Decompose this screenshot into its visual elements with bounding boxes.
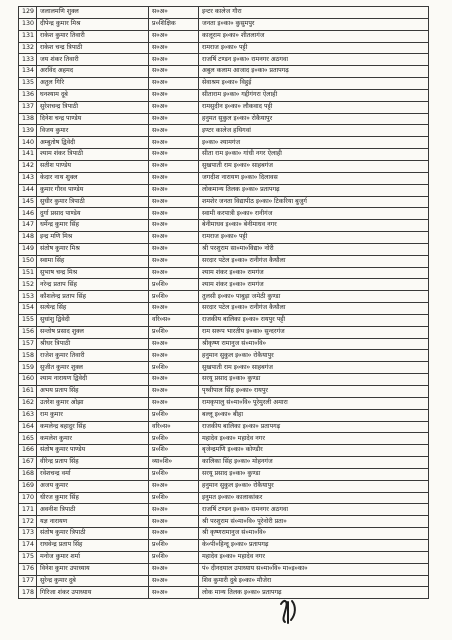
table-row bbox=[19, 445, 429, 457]
serial-number-cell: 145 bbox=[19, 196, 37, 208]
designation-cell: स०अ० bbox=[149, 374, 199, 386]
school-name-cell: रामकृपालु सं०मा०वि० पूरेमुरली अमारा bbox=[199, 397, 429, 409]
serial-number-cell: 134 bbox=[19, 66, 37, 78]
designation-cell: स०अ० bbox=[149, 516, 199, 528]
designation-cell: स०अ० bbox=[149, 30, 199, 42]
teacher-name-cell: कमलेश कुमार bbox=[37, 433, 149, 445]
school-name-cell: इन्टर कालेज गौरा bbox=[199, 7, 429, 19]
teacher-name-cell: नरेन्द्र प्रताप सिंह bbox=[37, 279, 149, 291]
table-row bbox=[19, 457, 429, 469]
table-row bbox=[19, 279, 429, 291]
school-name-cell: हनुमान सुकुल इ०का० रोकैयापुर bbox=[199, 350, 429, 362]
teacher-name-cell: सन्तोष प्रसाद शुक्ल bbox=[37, 326, 149, 338]
school-name-cell: सरयू प्रसाद इ०का० कुण्डा bbox=[199, 468, 429, 480]
signature-stroke bbox=[281, 601, 295, 623]
serial-number-cell: 159 bbox=[19, 362, 37, 374]
serial-number-cell: 133 bbox=[19, 54, 37, 66]
teacher-name-cell: संतोष कुमार त्रिपाठी bbox=[37, 528, 149, 540]
serial-number-cell: 131 bbox=[19, 30, 37, 42]
teacher-name-cell: स्वामा सिंह bbox=[37, 255, 149, 267]
school-name-cell: हनुमत सुकुल इ०का० रोकैयापुर bbox=[199, 113, 429, 125]
table-row bbox=[19, 30, 429, 42]
serial-number-cell: 146 bbox=[19, 208, 37, 220]
table-row bbox=[19, 528, 429, 540]
serial-number-cell: 170 bbox=[19, 492, 37, 504]
handwritten-signature bbox=[278, 596, 300, 626]
table-row bbox=[19, 504, 429, 516]
table-row bbox=[19, 433, 429, 445]
table-row bbox=[19, 184, 429, 196]
school-name-cell: सेवाश्रम इ०का० विहुई bbox=[199, 78, 429, 90]
school-name-cell: राजकीय बालिका इ०का० प्रतापगढ़ bbox=[199, 421, 429, 433]
teacher-name-cell: सुधांशु द्विवेदी bbox=[37, 314, 149, 326]
table-row bbox=[19, 42, 429, 54]
table-row bbox=[19, 397, 429, 409]
serial-number-cell: 149 bbox=[19, 243, 37, 255]
designation-cell: स०अ० bbox=[149, 587, 199, 599]
teacher-name-cell: सतीश पाण्डेय bbox=[37, 160, 149, 172]
teacher-name-cell: अतुल गिरि bbox=[37, 78, 149, 90]
teacher-name-cell: गिरिजा शंकर उपाध्याय bbox=[37, 587, 149, 599]
serial-number-cell: 173 bbox=[19, 528, 37, 540]
teacher-name-cell: मनोज कुमार शर्मा bbox=[37, 551, 149, 563]
teacher-name-cell: जलालमणि शुक्ल bbox=[37, 7, 149, 19]
table-row bbox=[19, 468, 429, 480]
serial-number-cell: 148 bbox=[19, 232, 37, 244]
table-row bbox=[19, 539, 429, 551]
school-name-cell: सरदार पटेल इ०का० रानीगंज कैथौला bbox=[199, 303, 429, 315]
teacher-name-cell: सुजीत कुमार शुक्ल bbox=[37, 362, 149, 374]
designation-cell: स०अ० bbox=[149, 338, 199, 350]
serial-number-cell: 138 bbox=[19, 113, 37, 125]
school-name-cell: लोकमान्य तिलक इ०का० प्रतापगढ़ bbox=[199, 184, 429, 196]
designation-cell: स०अ० bbox=[149, 7, 199, 19]
school-name-cell: स्वामी करपात्री इ०का० रानीगंज bbox=[199, 208, 429, 220]
designation-cell: स०अ० bbox=[149, 78, 199, 90]
roster-body bbox=[19, 7, 429, 599]
teacher-name-cell: सुरेन्द्र कुमार दुबे bbox=[37, 575, 149, 587]
table-row bbox=[19, 516, 429, 528]
serial-number-cell: 157 bbox=[19, 338, 37, 350]
table-row bbox=[19, 587, 429, 599]
serial-number-cell: 150 bbox=[19, 255, 37, 267]
serial-number-cell: 141 bbox=[19, 149, 37, 161]
teacher-name-cell: यज्ञ नारायण bbox=[37, 516, 149, 528]
serial-number-cell: 143 bbox=[19, 172, 37, 184]
table-row bbox=[19, 232, 429, 244]
table-row bbox=[19, 78, 429, 90]
designation-cell: स०अ० bbox=[149, 125, 199, 137]
designation-cell: स०अ० bbox=[149, 42, 199, 54]
table-row bbox=[19, 362, 429, 374]
teacher-name-cell: उतरेश कुमार ओझा bbox=[37, 397, 149, 409]
serial-number-cell: 144 bbox=[19, 184, 37, 196]
serial-number-cell: 132 bbox=[19, 42, 37, 54]
designation-cell: स०अ० bbox=[149, 575, 199, 587]
serial-number-cell: 156 bbox=[19, 326, 37, 338]
teacher-name-cell: राघवेन्द्र प्रताप सिंह bbox=[37, 539, 149, 551]
designation-cell: स०अ० bbox=[149, 350, 199, 362]
serial-number-cell: 161 bbox=[19, 386, 37, 398]
teacher-name-cell: वीरेन्द्र प्रताप सिंह bbox=[37, 457, 149, 469]
designation-cell: स०अ० bbox=[149, 101, 199, 113]
school-name-cell: बल्लू इ०का० बीहा bbox=[199, 409, 429, 421]
table-row bbox=[19, 551, 429, 563]
designation-cell: स०अ० bbox=[149, 528, 199, 540]
school-name-cell: शमशेर जनता विद्यापीठ इ०का० टिकरिया बुजुर्ग bbox=[199, 196, 429, 208]
school-name-cell: शिव कुमारी दुबे इ०का० मौजेरा bbox=[199, 575, 429, 587]
school-name-cell: रामसुदीन इ०का० लौकवाद पट्टी bbox=[199, 101, 429, 113]
table-row bbox=[19, 243, 429, 255]
table-row bbox=[19, 89, 429, 101]
teacher-name-cell: कुमार गौरव पाण्डेय bbox=[37, 184, 149, 196]
school-name-cell: सीताराम इ०का० गद्दीगंगरा ऐलाही bbox=[199, 89, 429, 101]
table-row bbox=[19, 480, 429, 492]
table-row bbox=[19, 220, 429, 232]
serial-number-cell: 178 bbox=[19, 587, 37, 599]
table-row bbox=[19, 492, 429, 504]
school-name-cell: कालिका सिंह इ०का० मोहनगंज bbox=[199, 457, 429, 469]
table-row bbox=[19, 18, 429, 30]
school-name-cell: इनुमत इ०का० कालाकांकर bbox=[199, 492, 429, 504]
table-row bbox=[19, 54, 429, 66]
school-name-cell: राजर्षि टण्डन इ०का० रामनगर अठगवा bbox=[199, 54, 429, 66]
school-name-cell: राम सरूप भारतीय इ०का० सुन्दरगंज bbox=[199, 326, 429, 338]
table-row bbox=[19, 160, 429, 172]
serial-number-cell: 167 bbox=[19, 457, 37, 469]
designation-cell: स०अ० bbox=[149, 160, 199, 172]
designation-cell: प्र०शि० bbox=[149, 433, 199, 445]
teacher-name-cell: दिनेश चन्द्र पाण्डेय bbox=[37, 113, 149, 125]
designation-cell: स०अ० bbox=[149, 255, 199, 267]
teacher-name-cell: केदार नाथ शुक्ल bbox=[37, 172, 149, 184]
school-name-cell: श्याम शंकर इ०का० रामगंज bbox=[199, 267, 429, 279]
serial-number-cell: 153 bbox=[19, 291, 37, 303]
designation-cell: वरि०स० bbox=[149, 421, 199, 433]
table-row bbox=[19, 255, 429, 267]
serial-number-cell: 176 bbox=[19, 563, 37, 575]
school-name-cell: महादेव इ०का० महादेव नगर bbox=[199, 551, 429, 563]
designation-cell: प्र०शिक्षिक bbox=[149, 18, 199, 30]
designation-cell: स०अ० bbox=[149, 386, 199, 398]
school-name-cell: इ०का० श्यामगंज bbox=[199, 137, 429, 149]
teacher-name-cell: अजय कुमार bbox=[37, 480, 149, 492]
teacher-name-cell: सुरेशचन्द्र त्रिपाठी bbox=[37, 101, 149, 113]
teacher-name-cell: धीरज कुमार सिंह bbox=[37, 492, 149, 504]
school-name-cell: लोक मान्य तिलक इ०का० प्रतापगढ़ bbox=[199, 587, 429, 599]
serial-number-cell: 136 bbox=[19, 89, 37, 101]
school-name-cell: श्री कृष्णरामानुज सं०मा०वि० bbox=[199, 528, 429, 540]
school-name-cell: सुखपाती राम इ०का० साहबगंज bbox=[199, 362, 429, 374]
serial-number-cell: 171 bbox=[19, 504, 37, 516]
school-name-cell: रामराज इ०का० पट्टी bbox=[199, 232, 429, 244]
designation-cell: प्र०शि० bbox=[149, 539, 199, 551]
school-name-cell: सुखपाती राम इ०का० साहबगंज bbox=[199, 160, 429, 172]
designation-cell: प्र०शि० bbox=[149, 291, 199, 303]
school-name-cell: अबुल कलाम आजाद इ०का० प्रतापगढ़ bbox=[199, 66, 429, 78]
designation-cell: स०अ० bbox=[149, 184, 199, 196]
serial-number-cell: 172 bbox=[19, 516, 37, 528]
serial-number-cell: 135 bbox=[19, 78, 37, 90]
teacher-name-cell: अरविंद अहमद bbox=[37, 66, 149, 78]
serial-number-cell: 162 bbox=[19, 397, 37, 409]
serial-number-cell: 154 bbox=[19, 303, 37, 315]
designation-cell: प्र०शि० bbox=[149, 468, 199, 480]
teacher-name-cell: राकेश चन्द्र त्रिपाठी bbox=[37, 42, 149, 54]
school-name-cell: कालूराम इ०का० शीतलागंज bbox=[199, 30, 429, 42]
school-name-cell: श्याम शंकर इ०का० रामगंज bbox=[199, 279, 429, 291]
table-row bbox=[19, 101, 429, 113]
designation-cell: स०अ० bbox=[149, 267, 199, 279]
designation-cell: स०अ० bbox=[149, 149, 199, 161]
school-name-cell: श्रीकृष्ण रामानुज सं०मा०वि० bbox=[199, 338, 429, 350]
designation-cell: स०अ० bbox=[149, 563, 199, 575]
designation-cell: स०अ० bbox=[149, 196, 199, 208]
school-name-cell: जगदीश नारायण इ०का० दिलावस bbox=[199, 172, 429, 184]
serial-number-cell: 140 bbox=[19, 137, 37, 149]
teacher-name-cell: राजेश कुमार तिवारी bbox=[37, 350, 149, 362]
teacher-name-cell: संतोष कुमार पाण्डेय bbox=[37, 445, 149, 457]
table-row bbox=[19, 409, 429, 421]
teacher-name-cell: सत्येन्द्र सिंह bbox=[37, 303, 149, 315]
teacher-name-cell: इन्द्र मणि मिश्र bbox=[37, 232, 149, 244]
school-name-cell: तुलसी इ०का० पाबुड़ा जमेठी कुण्डा bbox=[199, 291, 429, 303]
table-row bbox=[19, 374, 429, 386]
serial-number-cell: 147 bbox=[19, 220, 37, 232]
table-row bbox=[19, 7, 429, 19]
serial-number-cell: 151 bbox=[19, 267, 37, 279]
teacher-name-cell: अवनीश त्रिपाठी bbox=[37, 504, 149, 516]
teacher-name-cell: जय शंकर तिवारी bbox=[37, 54, 149, 66]
table-row bbox=[19, 303, 429, 315]
designation-cell: स०अ० bbox=[149, 89, 199, 101]
school-name-cell: राजकीय बालिका इ०का० रायपुर पट्टी bbox=[199, 314, 429, 326]
teacher-name-cell: संतोष कुमार मिश्र bbox=[37, 243, 149, 255]
serial-number-cell: 166 bbox=[19, 445, 37, 457]
serial-number-cell: 155 bbox=[19, 314, 37, 326]
teacher-name-cell: अम्बुतोष द्विवेदी bbox=[37, 137, 149, 149]
serial-number-cell: 164 bbox=[19, 421, 37, 433]
designation-cell: प्र०शि० bbox=[149, 326, 199, 338]
designation-cell: स०अ० bbox=[149, 137, 199, 149]
table-row bbox=[19, 208, 429, 220]
serial-number-cell: 168 bbox=[19, 468, 37, 480]
table-row bbox=[19, 563, 429, 575]
table-row bbox=[19, 66, 429, 78]
teacher-name-cell: सुधीर कुमार त्रिपाठी bbox=[37, 196, 149, 208]
designation-cell: स०अ० bbox=[149, 54, 199, 66]
table-row bbox=[19, 575, 429, 587]
designation-cell: व्या०शि० bbox=[149, 457, 199, 469]
designation-cell: स०अ० bbox=[149, 504, 199, 516]
table-row bbox=[19, 350, 429, 362]
table-row bbox=[19, 196, 429, 208]
teacher-name-cell: रवेशचन्द्र वर्मा bbox=[37, 468, 149, 480]
table-row bbox=[19, 291, 429, 303]
table-row bbox=[19, 267, 429, 279]
designation-cell: प्र०शि० bbox=[149, 551, 199, 563]
serial-number-cell: 175 bbox=[19, 551, 37, 563]
designation-cell: स०अ० bbox=[149, 303, 199, 315]
teacher-name-cell: श्याम शंकर त्रिपाठी bbox=[37, 149, 149, 161]
designation-cell: वरि०स० bbox=[149, 314, 199, 326]
table-row bbox=[19, 172, 429, 184]
school-name-cell: श्री परशुराम सा०मा०विद्या० नोरी bbox=[199, 243, 429, 255]
serial-number-cell: 163 bbox=[19, 409, 37, 421]
designation-cell: स०अ० bbox=[149, 480, 199, 492]
school-name-cell: सरदार पटेल इ०का० रानीगंज कैथौला bbox=[199, 255, 429, 267]
table-row bbox=[19, 338, 429, 350]
teacher-name-cell: सुभाष चन्द्र मिश्र bbox=[37, 267, 149, 279]
table-row bbox=[19, 326, 429, 338]
designation-cell: स०अ० bbox=[149, 113, 199, 125]
teacher-name-cell: कमलेन्द्र बहादुर सिंह bbox=[37, 421, 149, 433]
serial-number-cell: 129 bbox=[19, 7, 37, 19]
teacher-name-cell: घनश्याम दूबे bbox=[37, 89, 149, 101]
designation-cell: प्र०शि० bbox=[149, 492, 199, 504]
designation-cell: स०अ० bbox=[149, 397, 199, 409]
designation-cell: प्र०शि० bbox=[149, 445, 199, 457]
school-name-cell: श्री परशुराम सं०मा०वि० पूरेनोरी प्रता० bbox=[199, 516, 429, 528]
school-name-cell: के०पी०हिन्दू इ०का० प्रतापगढ़ bbox=[199, 539, 429, 551]
table-row bbox=[19, 314, 429, 326]
teacher-name-cell: दीपेन्द्र कुमार मिश्र bbox=[37, 18, 149, 30]
school-name-cell: हनुमान सुकुल इ०का० रोकैयापुर bbox=[199, 480, 429, 492]
teacher-roster-table bbox=[18, 6, 429, 599]
serial-number-cell: 137 bbox=[19, 101, 37, 113]
school-name-cell: पं० दीनदयाल उपाध्याय स०मा०वि० मा०इ०का० bbox=[199, 563, 429, 575]
designation-cell: स०अ० bbox=[149, 66, 199, 78]
school-name-cell: बृजेन्द्रमणि इ०का० कोण्डौर bbox=[199, 445, 429, 457]
teacher-name-cell: राकेश कुमार तिवारी bbox=[37, 30, 149, 42]
designation-cell: स०अ० bbox=[149, 243, 199, 255]
serial-number-cell: 158 bbox=[19, 350, 37, 362]
serial-number-cell: 165 bbox=[19, 433, 37, 445]
school-name-cell: रामराज इ०का० पट्टी bbox=[199, 42, 429, 54]
designation-cell: स०अ० bbox=[149, 172, 199, 184]
designation-cell: स०अ० bbox=[149, 232, 199, 244]
teacher-name-cell: धर्मेन्द्र कुमार सिंह bbox=[37, 220, 149, 232]
school-name-cell: सरयू प्रसाद इ०का० कुण्डा bbox=[199, 374, 429, 386]
school-name-cell: सीता राम इ०का० गांधी नगर ऐलाही bbox=[199, 149, 429, 161]
designation-cell: प्र०शि० bbox=[149, 279, 199, 291]
teacher-name-cell: विजय कुमार bbox=[37, 125, 149, 137]
serial-number-cell: 169 bbox=[19, 480, 37, 492]
designation-cell: प्र०शि० bbox=[149, 362, 199, 374]
table-row bbox=[19, 137, 429, 149]
table-row bbox=[19, 149, 429, 161]
serial-number-cell: 139 bbox=[19, 125, 37, 137]
school-name-cell: राजर्षि टण्डन इ०का० रामनगर अठगवा bbox=[199, 504, 429, 516]
designation-cell: स०अ० bbox=[149, 208, 199, 220]
serial-number-cell: 160 bbox=[19, 374, 37, 386]
school-name-cell: इण्टर कालेज हथिगवां bbox=[199, 125, 429, 137]
teacher-name-cell: विनेश कुमार उपाध्याय bbox=[37, 563, 149, 575]
table-row bbox=[19, 113, 429, 125]
table-row bbox=[19, 386, 429, 398]
teacher-name-cell: राम कुमार bbox=[37, 409, 149, 421]
school-name-cell: पृथ्वीपाल सिंह इ०का० रायपुर bbox=[199, 386, 429, 398]
teacher-name-cell: अभय प्रताप सिंह bbox=[37, 386, 149, 398]
school-name-cell: बेनीमाधव इ०का० बेनीमाधव नगर bbox=[199, 220, 429, 232]
serial-number-cell: 174 bbox=[19, 539, 37, 551]
teacher-name-cell: कौशलेन्द्र प्रताप सिंह bbox=[37, 291, 149, 303]
teacher-name-cell: श्रीधर त्रिपाठी bbox=[37, 338, 149, 350]
school-name-cell: जनता इ०का० कुसुमपुर bbox=[199, 18, 429, 30]
table-row bbox=[19, 125, 429, 137]
teacher-name-cell: श्याम नारायण द्विवेदी bbox=[37, 374, 149, 386]
serial-number-cell: 177 bbox=[19, 575, 37, 587]
designation-cell: स०अ० bbox=[149, 220, 199, 232]
table-row bbox=[19, 421, 429, 433]
serial-number-cell: 130 bbox=[19, 18, 37, 30]
serial-number-cell: 152 bbox=[19, 279, 37, 291]
serial-number-cell: 142 bbox=[19, 160, 37, 172]
school-name-cell: महादेव इ०का० महादेव नगर bbox=[199, 433, 429, 445]
teacher-name-cell: दुर्गा प्रसाद पाण्डेय bbox=[37, 208, 149, 220]
designation-cell: प्र०शि० bbox=[149, 409, 199, 421]
